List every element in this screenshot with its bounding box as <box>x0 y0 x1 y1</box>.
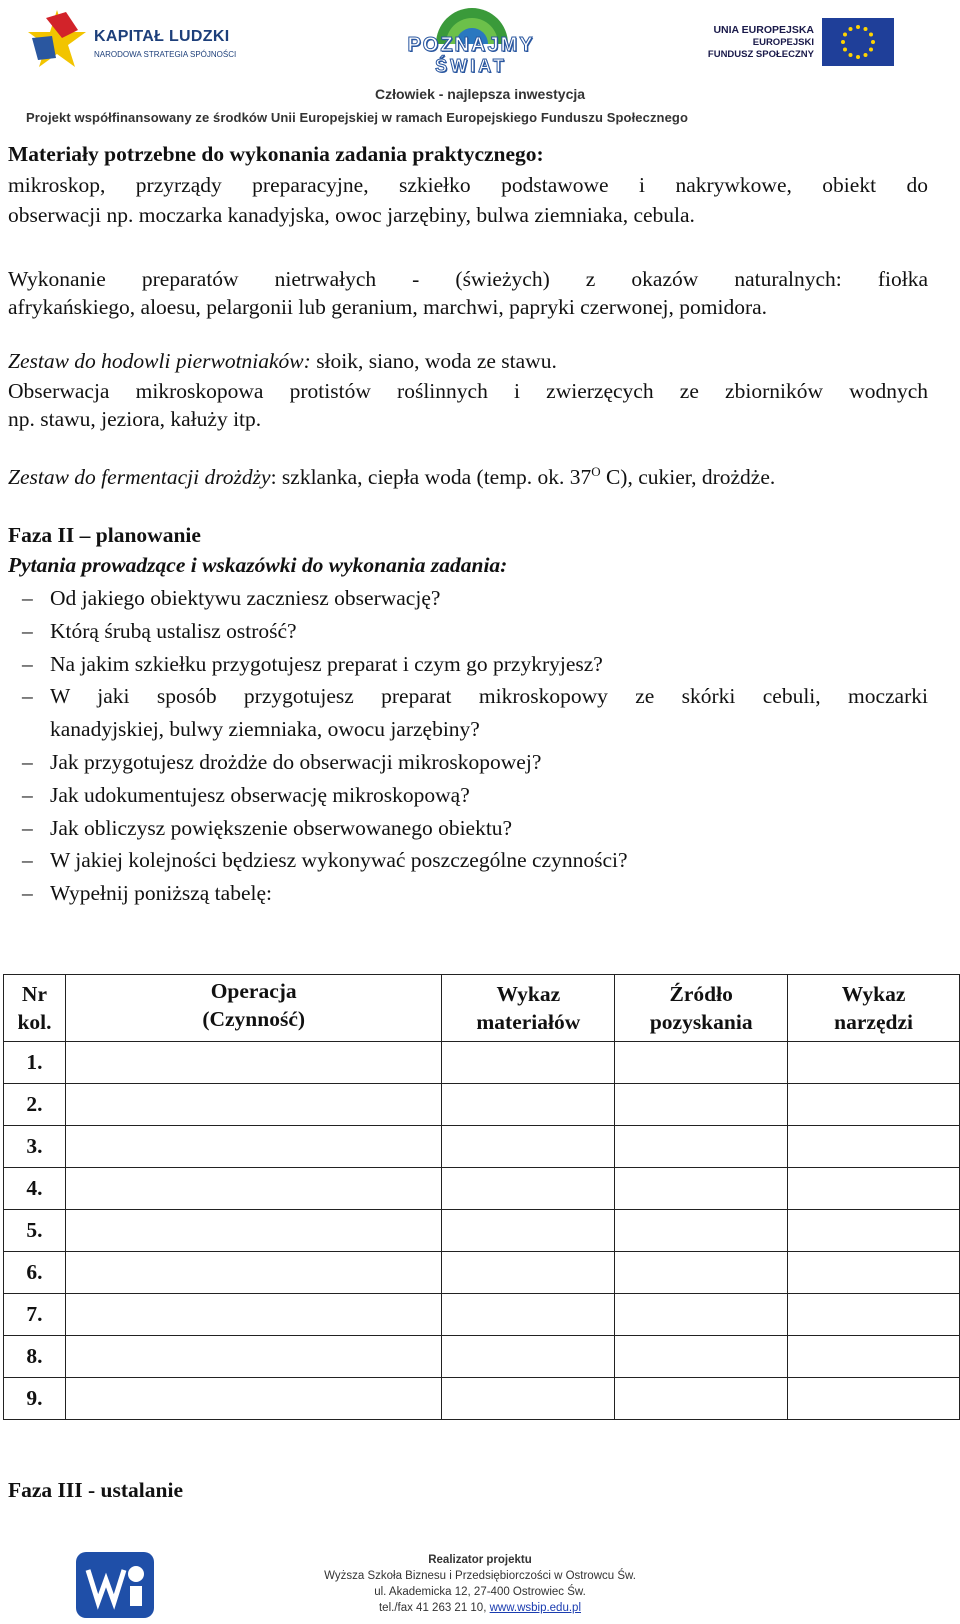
source-cell[interactable] <box>615 1294 788 1336</box>
logo-word-poznajmy: POZNAJMY <box>407 34 535 56</box>
eu-line-1: UNIA EUROPEJSKA <box>713 24 814 36</box>
col-header-nr-line1: Nr <box>21 982 47 1006</box>
question-text: W jaki sposób przygotujesz preparat mikroskopowy ze skórki cebuli, moczarki <box>50 684 928 709</box>
dash-bullet: – <box>22 881 33 906</box>
col-header-nr-line2: kol. <box>17 1010 52 1034</box>
question-item <box>8 582 928 615</box>
col-header-materials-line1: Wykaz <box>496 982 561 1006</box>
materials-cell[interactable] <box>442 1168 615 1210</box>
col-header-materials <box>442 975 615 1042</box>
question-text: W jakiej kolejności będziesz wykonywać poszczególne czynności? <box>50 848 628 873</box>
eu-logo-text <box>708 24 814 61</box>
dash-bullet: – <box>22 684 33 709</box>
row-number: 5. <box>4 1210 66 1252</box>
question-text: Jak przygotujesz drożdże do obserwacji mikroskopowej? <box>50 749 542 774</box>
preparations-line-2: afrykańskiego, aloesu, pelargonii lub geranium, marchwi, papryki czerwonej, pomidora. <box>8 295 768 319</box>
eu-flag-icon <box>822 18 894 66</box>
col-header-operation-line2: (Czynność) <box>202 1007 306 1031</box>
preparations-line-1: Wykonanie preparatów nietrwałych - (świeżych) z okazów naturalnych: fiołka <box>8 267 928 291</box>
col-header-tools-line1: Wykaz <box>841 982 906 1006</box>
degree-sign: O <box>591 464 601 479</box>
question-text: Wypełnij poniższą tabelę: <box>50 881 272 906</box>
question-item <box>8 648 928 681</box>
row-number: 6. <box>4 1252 66 1294</box>
yeast-kit-label: Zestaw do fermentacji drożdży <box>8 465 271 490</box>
operation-cell[interactable] <box>65 1294 441 1336</box>
question-text-continued: kanadyjskiej, bulwy ziemniaka, owocu jarzębiny? <box>50 717 480 742</box>
kapital-ludzki-subtitle: NARODOWA STRATEGIA SPÓJNOŚCI <box>94 50 237 59</box>
operation-cell[interactable] <box>65 1168 441 1210</box>
materials-cell[interactable] <box>442 1252 615 1294</box>
materials-cell[interactable] <box>442 1294 615 1336</box>
dash-bullet: – <box>22 618 33 643</box>
table-row <box>4 1042 960 1084</box>
table-row <box>4 1294 960 1336</box>
materials-cell[interactable] <box>442 1042 615 1084</box>
materials-heading: Materiały potrzebne do wykonania zadania praktycznego: <box>8 142 544 166</box>
materials-cell[interactable] <box>442 1336 615 1378</box>
tools-cell[interactable] <box>788 1294 960 1336</box>
question-text: Od jakiego obiektywu zaczniesz obserwację? <box>50 586 441 610</box>
question-item <box>8 680 928 746</box>
question-item <box>8 877 928 910</box>
logo-word-swiat: ŚWIAT <box>435 56 507 76</box>
observation-line-1: Obserwacja mikroskopowa protistów roślinnych i zwierzęcych ze zbiorników wodnych <box>8 379 928 403</box>
row-number: 2. <box>4 1084 66 1126</box>
question-item <box>8 746 928 779</box>
row-number: 4. <box>4 1168 66 1210</box>
tools-cell[interactable] <box>788 1336 960 1378</box>
phase-2-title: Faza II – planowanie <box>8 523 201 547</box>
eu-logo <box>664 14 914 74</box>
materials-cell[interactable] <box>442 1084 615 1126</box>
source-cell[interactable] <box>615 1126 788 1168</box>
yeast-kit-value-b: C), cukier, drożdże. <box>600 465 776 490</box>
footer-line-2: Wyższa Szkoła Biznesu i Przedsiębiorczości w Ostrowcu Św. <box>324 1570 636 1582</box>
yeast-kit <box>8 458 928 491</box>
star-logo-icon <box>26 8 88 70</box>
col-header-source <box>615 975 788 1042</box>
dash-bullet: – <box>22 749 33 774</box>
motto: Człowiek - najlepsza inwestycja <box>374 86 586 102</box>
dash-bullet: – <box>22 848 33 873</box>
question-item <box>8 844 928 877</box>
operation-cell[interactable] <box>65 1084 441 1126</box>
footer-text <box>290 1552 670 1616</box>
source-cell[interactable] <box>615 1336 788 1378</box>
source-cell[interactable] <box>615 1084 788 1126</box>
materials-cell[interactable] <box>442 1126 615 1168</box>
table-row <box>4 1126 960 1168</box>
phase-2-subtitle: Pytania prowadzące i wskazówki do wykonania zadania: <box>8 553 508 577</box>
row-number: 8. <box>4 1336 66 1378</box>
source-cell[interactable] <box>615 1168 788 1210</box>
page-header <box>0 0 960 130</box>
materials-cell[interactable] <box>442 1210 615 1252</box>
materials-line-1: mikroskop, przyrządy preparacyjne, szkiełko podstawowe i nakrywkowe, obiekt do <box>8 173 928 197</box>
table-header-row <box>4 975 960 1042</box>
operations-table <box>3 974 960 1420</box>
source-cell[interactable] <box>615 1210 788 1252</box>
source-cell[interactable] <box>615 1378 788 1420</box>
row-number: 3. <box>4 1126 66 1168</box>
source-cell[interactable] <box>615 1252 788 1294</box>
col-header-tools-line2: narzędzi <box>834 1010 913 1034</box>
row-number: 7. <box>4 1294 66 1336</box>
footer-line-1: Realizator projektu <box>428 1554 532 1566</box>
eu-line-2: EUROPEJSKI <box>752 37 814 48</box>
dash-bullet: – <box>22 815 33 840</box>
page-footer <box>0 1548 960 1624</box>
tools-cell[interactable] <box>788 1084 960 1126</box>
table-row <box>4 1378 960 1420</box>
wsbip-logo-icon <box>72 1550 158 1620</box>
tools-cell[interactable] <box>788 1042 960 1084</box>
tools-cell[interactable] <box>788 1126 960 1168</box>
protists-kit-value: słoik, siano, woda ze stawu. <box>310 349 557 373</box>
table-row <box>4 1084 960 1126</box>
question-item <box>8 615 928 648</box>
question-text: Na jakim szkiełku przygotujesz preparat i czym go przykryjesz? <box>50 651 603 676</box>
kapital-ludzki-title: KAPITAŁ LUDZKI <box>94 28 230 45</box>
operation-cell[interactable] <box>65 1042 441 1084</box>
footer-website-link[interactable]: www.wsbip.edu.pl <box>489 1602 581 1614</box>
col-header-source-line2: pozyskania <box>649 1010 753 1034</box>
protists-kit <box>8 347 928 375</box>
col-header-nr <box>4 975 66 1042</box>
operation-cell[interactable] <box>65 1378 441 1420</box>
materials-cell[interactable] <box>442 1378 615 1420</box>
question-item <box>8 812 928 845</box>
eu-line-3: FUNDUSZ SPOŁECZNY <box>707 49 814 60</box>
table-row <box>4 1336 960 1378</box>
kapital-ludzki-logo <box>26 8 286 74</box>
table-row <box>4 1210 960 1252</box>
tools-cell[interactable] <box>788 1252 960 1294</box>
dash-bullet: – <box>22 782 33 807</box>
tools-cell[interactable] <box>788 1378 960 1420</box>
footer-phone: tel./fax 41 263 21 10, <box>378 1602 490 1614</box>
operation-cell[interactable] <box>65 1210 441 1252</box>
yeast-kit-value-a: : szklanka, ciepła woda (temp. ok. 37 <box>270 465 592 490</box>
table-row <box>4 1168 960 1210</box>
col-header-materials-line2: materiałów <box>476 1010 581 1034</box>
poznajmy-swiat-logo <box>386 4 556 78</box>
phase-3-title: Faza III - ustalanie <box>8 1478 183 1502</box>
operation-cell[interactable] <box>65 1336 441 1378</box>
tools-cell[interactable] <box>788 1168 960 1210</box>
question-item <box>8 779 928 812</box>
col-header-operation <box>65 975 441 1042</box>
operation-cell[interactable] <box>65 1252 441 1294</box>
question-text: Jak udokumentujesz obserwację mikroskopową? <box>50 782 470 807</box>
dash-bullet: – <box>22 586 33 610</box>
question-text: Którą śrubą ustalisz ostrość? <box>50 618 297 643</box>
materials-line-2: obserwacji np. moczarka kanadyjska, owoc jarzębiny, bulwa ziemniaka, cebula. <box>8 203 695 227</box>
footer-line-4 <box>290 1600 670 1616</box>
row-number: 9. <box>4 1378 66 1420</box>
table-row <box>4 1252 960 1294</box>
operation-cell[interactable] <box>65 1126 441 1168</box>
col-header-tools <box>788 975 960 1042</box>
footer-line-3: ul. Akademicka 12, 27-400 Ostrowiec Św. <box>374 1586 586 1598</box>
tools-cell[interactable] <box>788 1210 960 1252</box>
col-header-source-line1: Źródło <box>669 982 733 1006</box>
source-cell[interactable] <box>615 1042 788 1084</box>
guiding-questions-list <box>8 582 928 910</box>
cofinancing-note: Projekt współfinansowany ze środków Unii Europejskiej w ramach Europejskiego Funduszu Społecznego <box>26 110 688 125</box>
observation-line-2: np. stawu, jeziora, kałuży itp. <box>8 407 262 431</box>
row-number: 1. <box>4 1042 66 1084</box>
protists-kit-label: Zestaw do hodowli pierwotniaków: <box>8 349 311 373</box>
dash-bullet: – <box>22 651 33 676</box>
question-text: Jak obliczysz powiększenie obserwowanego obiektu? <box>50 815 513 840</box>
col-header-operation-line1: Operacja <box>210 979 297 1003</box>
